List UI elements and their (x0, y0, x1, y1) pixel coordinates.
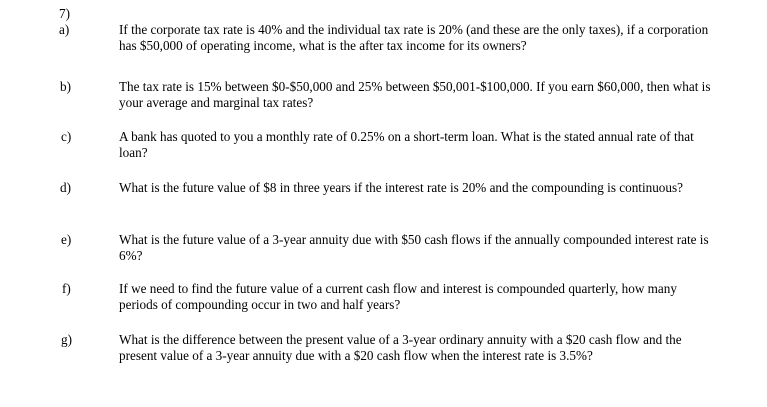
item-label: e) (61, 232, 72, 247)
item-label: c) (61, 129, 72, 144)
question-number: 7) (59, 6, 70, 21)
item-text: What is the future value of $8 in three years if the interest rate is 20% and the compounding is continuous? (119, 180, 683, 195)
item-text: The tax rate is 15% between $0-$50,000 and 25% between $50,001-$100,000. If you earn $60,000, then what is your average and marginal tax rates? (119, 79, 711, 110)
item-label: a) (59, 22, 70, 37)
item-text: A bank has quoted to you a monthly rate of 0.25% on a short-term loan. What is the stated annual rate of that loan? (119, 129, 694, 160)
item-text: If we need to find the future value of a current cash flow and interest is compounded quarterly, how many periods of compounding occur in two and half years? (119, 281, 677, 312)
item-text: What is the difference between the present value of a 3-year ordinary annuity with a $20 cash flow and the present value of a 3-year annuity due with a $20 cash flow when the interest rate is 3.5%? (119, 332, 682, 363)
item-label: g) (61, 332, 72, 347)
item-label: d) (60, 180, 71, 195)
item-label: f) (62, 281, 71, 296)
item-text: If the corporate tax rate is 40% and the individual tax rate is 20% (and these are the only taxes), if a corporation has $50,000 of operating income, what is the after tax income for its owners? (119, 22, 709, 53)
item-label: b) (60, 79, 71, 94)
item-text: What is the future value of a 3-year annuity due with $50 cash flows if the annually compounded interest rate is 6%? (119, 232, 709, 263)
